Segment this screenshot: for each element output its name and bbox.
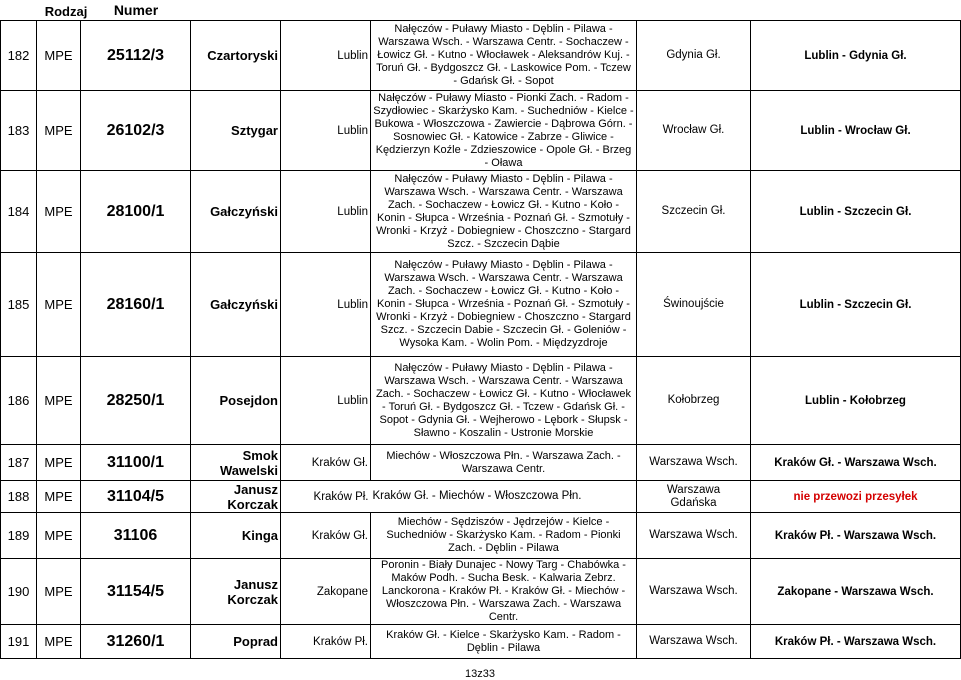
page-number: 13z33 bbox=[465, 668, 495, 680]
row-route: Miechów - Włoszczowa Płn. - Warszawa Zach. - Warszawa Centr. bbox=[371, 445, 637, 481]
row-relation: nie przewozi przesyłek bbox=[751, 481, 961, 513]
row-train-type: MPE bbox=[37, 445, 81, 481]
row-relation: Lublin - Wrocław Gł. bbox=[751, 91, 961, 171]
row-train-number: 25112/3 bbox=[81, 21, 191, 91]
row-train-type: MPE bbox=[37, 21, 81, 91]
row-lp: 191 bbox=[1, 625, 37, 659]
row-train-type: MPE bbox=[37, 253, 81, 357]
row-route: Nałęczów - Puławy Miasto - Pionki Zach. - Radom - Szydłowiec - Skarżysko Kam. - Suchedniów - Kielce - Bukowa - Włoszczowa - Zawiercie - Dąbrowa Górn. - Sosnowiec Gł. - Katowice - Zabrze - Gliwice - Kędzierzyn Koźle - Zdzieszowice - Opole Gł. - Brzeg - Oława bbox=[371, 91, 637, 171]
row-destination: Warszawa Wsch. bbox=[637, 625, 751, 659]
row-train-name: Gałczyński bbox=[191, 253, 281, 357]
timetable-row bbox=[1, 91, 961, 171]
row-origin: Lublin bbox=[281, 253, 371, 357]
row-destination: Szczecin Gł. bbox=[637, 171, 751, 253]
row-relation: Lublin - Kołobrzeg bbox=[751, 357, 961, 445]
row-origin: Lublin bbox=[281, 21, 371, 91]
row-train-type: MPE bbox=[37, 91, 81, 171]
row-relation: Kraków Gł. - Warszawa Wsch. bbox=[751, 445, 961, 481]
row-train-number: 26102/3 bbox=[81, 91, 191, 171]
row-relation: Lublin - Szczecin Gł. bbox=[751, 171, 961, 253]
row-relation: Lublin - Gdynia Gł. bbox=[751, 21, 961, 91]
row-train-number: 28160/1 bbox=[81, 253, 191, 357]
row-train-name: Gałczyński bbox=[191, 171, 281, 253]
row-origin: Lublin bbox=[281, 357, 371, 445]
timetable-row bbox=[1, 357, 961, 445]
row-route: Miechów - Sędziszów - Jędrzejów - Kielce - Suchedniów - Skarżysko Kam. - Radom - Pionki Zach. - Dęblin - Pilawa bbox=[371, 513, 637, 559]
row-destination: Świnoujście bbox=[637, 253, 751, 357]
row-destination: Warszawa Wsch. bbox=[637, 445, 751, 481]
row-route: Nałęczów - Puławy Miasto - Dęblin - Pilawa - Warszawa Wsch. - Warszawa Centr. - Sochaczew - Łowicz Gł. - Kutno - Włocławek - Aleksandrów Kuj. - Toruń Gł. - Bydgoszcz Gł. - Laskowice Pom. - Tczew - Gdańsk Gł. - Sopot bbox=[371, 21, 637, 91]
row-relation: Lublin - Szczecin Gł. bbox=[751, 253, 961, 357]
row-train-type: MPE bbox=[37, 559, 81, 625]
row-train-number: 31106 bbox=[81, 513, 191, 559]
row-destination: Warszawa Gdańska bbox=[637, 481, 751, 513]
row-train-type: MPE bbox=[37, 481, 81, 513]
row-train-name: Czartoryski bbox=[191, 21, 281, 91]
row-train-name: Poprad bbox=[191, 625, 281, 659]
row-lp: 183 bbox=[1, 91, 37, 171]
row-destination: Kołobrzeg bbox=[637, 357, 751, 445]
row-relation: Kraków Pł. - Warszawa Wsch. bbox=[751, 513, 961, 559]
row-train-number: 31100/1 bbox=[81, 445, 191, 481]
timetable-row bbox=[1, 513, 961, 559]
row-lp: 188 bbox=[1, 481, 37, 513]
header-type: Rodzaj bbox=[44, 4, 88, 19]
row-train-number: 31260/1 bbox=[81, 625, 191, 659]
row-relation: Kraków Pł. - Warszawa Wsch. bbox=[751, 625, 961, 659]
timetable-row bbox=[1, 445, 961, 481]
row-origin: Kraków Gł. bbox=[281, 513, 371, 559]
row-route: Nałęczów - Puławy Miasto - Dęblin - Pilawa - Warszawa Wsch. - Warszawa Centr. - Warszawa Zach. - Sochaczew - Łowicz Gł. - Kutno - Koło - Konin - Słupca - Września - Poznań Gł. - Szmotuły - Wronki - Krzyż - Dobiegniew - Choszczno - Stargard Szcz. - Szczecin Dabie - Szczecin Gł. - Goleniów - Wysoka Kam. - Wolin Pom. - Międzyzdroje bbox=[371, 253, 637, 357]
row-train-name: Posejdon bbox=[191, 357, 281, 445]
timetable-body bbox=[1, 21, 961, 659]
timetable-row bbox=[1, 481, 961, 513]
row-train-type: MPE bbox=[37, 171, 81, 253]
row-train-name: Janusz Korczak bbox=[191, 559, 281, 625]
row-train-name: Sztygar bbox=[191, 91, 281, 171]
row-route: Kraków Gł. - Miechów - Włoszczowa Płn. bbox=[371, 481, 637, 513]
row-origin: Kraków Gł. bbox=[281, 445, 371, 481]
timetable-row bbox=[1, 21, 961, 91]
row-lp: 186 bbox=[1, 357, 37, 445]
row-origin: Lublin bbox=[281, 91, 371, 171]
row-destination: Warszawa Wsch. bbox=[637, 513, 751, 559]
row-origin: Kraków Pł. bbox=[281, 481, 371, 513]
row-train-name: Smok Wawelski bbox=[191, 445, 281, 481]
row-relation: Zakopane - Warszawa Wsch. bbox=[751, 559, 961, 625]
row-lp: 182 bbox=[1, 21, 37, 91]
row-lp: 187 bbox=[1, 445, 37, 481]
row-origin: Zakopane bbox=[281, 559, 371, 625]
row-lp: 184 bbox=[1, 171, 37, 253]
row-train-number: 31104/5 bbox=[81, 481, 191, 513]
row-route: Nałęczów - Puławy Miasto - Dęblin - Pilawa - Warszawa Wsch. - Warszawa Centr. - Warszawa Zach. - Sochaczew - Łowicz Gł. - Kutno - Koło - Konin - Słupca - Września - Poznań Gł. - Szmotuły - Wronki - Krzyż - Dobiegniew - Choszczno - Stargard Szcz. - Szczecin Dąbie bbox=[371, 171, 637, 253]
row-origin: Lublin bbox=[281, 171, 371, 253]
row-lp: 189 bbox=[1, 513, 37, 559]
train-timetable bbox=[0, 20, 961, 659]
row-train-number: 31154/5 bbox=[81, 559, 191, 625]
row-destination: Wrocław Gł. bbox=[637, 91, 751, 171]
row-origin: Kraków Pł. bbox=[281, 625, 371, 659]
row-destination: Gdynia Gł. bbox=[637, 21, 751, 91]
timetable-row bbox=[1, 253, 961, 357]
row-route: Nałęczów - Puławy Miasto - Dęblin - Pilawa - Warszawa Wsch. - Warszawa Centr. - Warszawa Zach. - Sochaczew - Łowicz Gł. - Kutno - Włocławek - Toruń Gł. - Bydgoszcz Gł. - Tczew - Gdańsk Gł. - Sopot - Gdynia Gł. - Wejherowo - Lębork - Słupsk - Sławno - Koszalin - Ustronie Morskie bbox=[371, 357, 637, 445]
row-lp: 190 bbox=[1, 559, 37, 625]
row-train-type: MPE bbox=[37, 357, 81, 445]
row-train-number: 28100/1 bbox=[81, 171, 191, 253]
header-number: Numer bbox=[113, 2, 159, 18]
row-route: Poronin - Biały Dunajec - Nowy Targ - Chabówka - Maków Podh. - Sucha Besk. - Kalwaria Zebrz. Lanckorona - Kraków Pł. - Kraków Gł. - Miechów - Włoszczowa Płn. - Warszawa Zach. - Warszawa Centr. bbox=[371, 559, 637, 625]
row-destination: Warszawa Wsch. bbox=[637, 559, 751, 625]
row-train-type: MPE bbox=[37, 625, 81, 659]
row-train-name: Janusz Korczak bbox=[191, 481, 281, 513]
timetable-row bbox=[1, 171, 961, 253]
row-train-name: Kinga bbox=[191, 513, 281, 559]
row-train-type: MPE bbox=[37, 513, 81, 559]
timetable-row bbox=[1, 559, 961, 625]
row-lp: 185 bbox=[1, 253, 37, 357]
timetable-row bbox=[1, 625, 961, 659]
row-route: Kraków Gł. - Kielce - Skarżysko Kam. - Radom - Dęblin - Pilawa bbox=[371, 625, 637, 659]
row-train-number: 28250/1 bbox=[81, 357, 191, 445]
